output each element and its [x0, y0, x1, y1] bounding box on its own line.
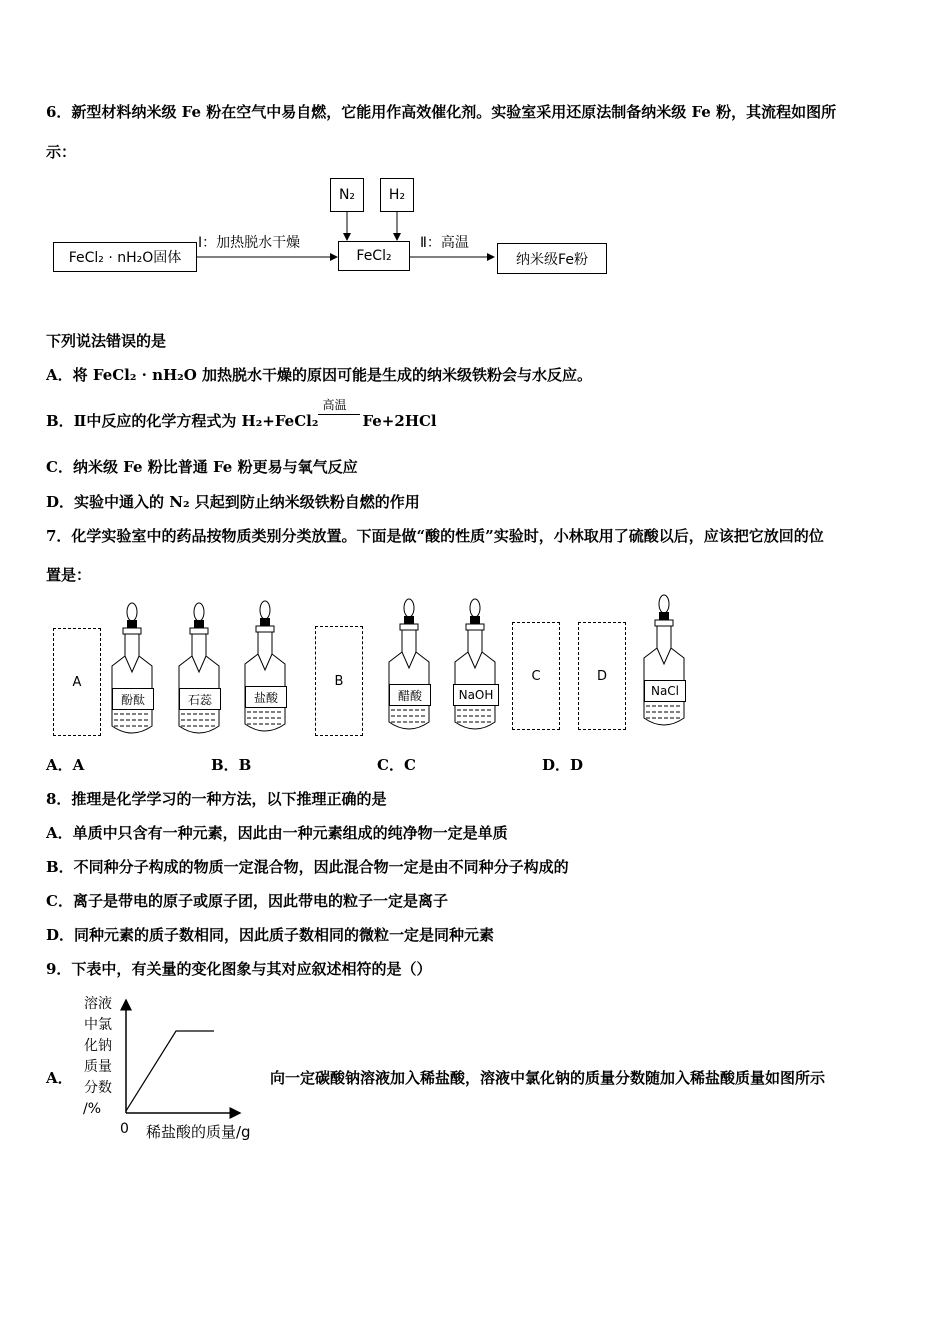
q6-stem-line1: 6．新型材料纳米级 Fe 粉在空气中易自燃，它能用作高效催化剂。实验室采用还原法制备纳米级 Fe 粉，其流程如图所 [46, 103, 837, 121]
bottle-label-nacl: NaCl [644, 680, 686, 702]
bottle-label-litmus: 石蕊 [179, 688, 221, 710]
q9-stem: 9．下表中，有关量的变化图象与其对应叙述相符的是（） [46, 960, 432, 978]
q7-option-c: C．C [377, 756, 416, 774]
flow-mid-box: FeCl₂ [338, 241, 410, 271]
slot-b: B [315, 626, 363, 736]
flow-step1-label: Ⅰ：加热脱水干燥 [198, 235, 301, 251]
q6-prompt: 下列说法错误的是 [46, 332, 167, 350]
q6-option-d: D．实验中通入的 N₂ 只起到防止纳米级铁粉自燃的作用 [46, 493, 420, 511]
condition-text: 高温 [322, 398, 347, 412]
q6-stem-line2: 示： [46, 143, 77, 161]
graph-ylabel-5: 分数 [84, 1080, 112, 1096]
bottle-label-naoh: NaOH [453, 684, 499, 706]
q9-option-a-label: A． [46, 1069, 73, 1087]
graph-ylabel-6: /% [82, 1101, 102, 1117]
flow-start-box: FeCl₂ · nH₂O固体 [53, 242, 197, 272]
q8-option-a: A．单质中只含有一种元素，因此由一种元素组成的纯净物一定是单质 [46, 824, 508, 842]
q9-option-a-text: 向一定碳酸钠溶液加入稀盐酸，溶液中氯化钠的质量分数随加入稀盐酸质量如图所示 [270, 1069, 826, 1087]
q6-option-a: A．将 FeCl₂ · nH₂O 加热脱水干燥的原因可能是生成的纳米级铁粉会与水反应。 [46, 366, 593, 384]
q8-stem: 8．推理是化学学习的一种方法，以下推理正确的是 [46, 790, 387, 808]
slot-c: C [512, 622, 560, 730]
q7-option-d: D．D [542, 756, 584, 774]
bottle-label-hydrochloric-acid: 盐酸 [245, 686, 287, 708]
graph-ylabel-3: 化钠 [84, 1038, 112, 1054]
flow-h2-box: H₂ [380, 178, 414, 212]
graph-ylabel-2: 中氯 [84, 1017, 112, 1033]
q7-option-b: B．B [211, 756, 252, 774]
graph-xlabel: 稀盐酸的质量/g [146, 1123, 251, 1141]
flow-n2-box: N₂ [330, 178, 364, 212]
q6-option-c: C．纳米级 Fe 粉比普通 Fe 粉更易与氧气反应 [46, 458, 358, 476]
graph-curve [126, 1031, 214, 1111]
slot-d: D [578, 622, 626, 730]
graph-ylabel-4: 质量 [84, 1059, 112, 1075]
q7-option-a: A．A [46, 756, 85, 774]
q6-option-b-rhs: Fe+2HCl [362, 412, 437, 430]
slot-a: A [53, 628, 101, 736]
bottle-label-phenolphthalein: 酚酞 [112, 688, 154, 710]
q8-option-d: D．同种元素的质子数相同，因此质子数相同的微粒一定是同种元素 [46, 926, 495, 944]
graph-ylabel-1: 溶液 [84, 996, 112, 1012]
q6-option-b-lhs: B．Ⅱ中反应的化学方程式为 H₂+FeCl₂ [46, 412, 319, 430]
q7-stem-line2: 置是： [46, 566, 92, 584]
q7-stem-line1: 7．化学实验室中的药品按物质类别分类放置。下面是做“酸的性质”实验时，小林取用了硫酸以后，应该把它放回的位 [46, 527, 824, 545]
flow-step2-label: Ⅱ：高温 [420, 235, 469, 251]
bottle-label-acetic-acid: 醋酸 [389, 684, 431, 706]
flow-end-box: 纳米级Fe粉 [497, 243, 607, 274]
q8-option-b: B．不同种分子构成的物质一定混合物，因此混合物一定是由不同种分子构成的 [46, 858, 569, 876]
q8-option-c: C．离子是带电的原子或原子团，因此带电的粒子一定是离子 [46, 892, 448, 910]
graph-origin: 0 [120, 1121, 129, 1137]
